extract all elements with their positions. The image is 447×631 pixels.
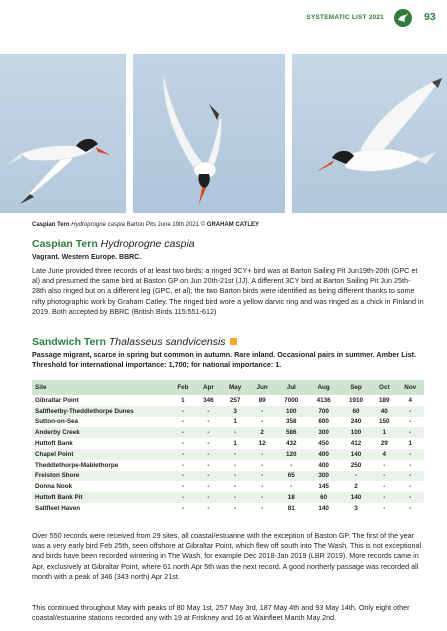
- count-cell: 346: [203, 396, 214, 404]
- table-row: [32, 438, 424, 449]
- count-cell: -: [170, 449, 196, 460]
- site-cell: Huttoft Bank Pit: [32, 492, 170, 503]
- site-cell: Donna Nook: [35, 483, 73, 491]
- count-cell: -: [170, 492, 196, 503]
- caption-detail: Barton Pits June 19th 2021 ©: [126, 222, 206, 228]
- count-cell: 3: [354, 504, 358, 512]
- count-cell: -: [221, 449, 249, 460]
- caption-credit: GRAHAM CATLEY: [206, 222, 259, 228]
- count-cell: -: [207, 440, 210, 448]
- table-header-row: [32, 380, 424, 395]
- count-cell: -: [340, 471, 372, 482]
- caspian-status: Vagrant. Western Europe. BBRC.: [32, 254, 142, 261]
- count-cell: 432: [286, 440, 297, 448]
- count-cell: -: [221, 492, 249, 503]
- count-cell: 40: [372, 406, 396, 417]
- table-row: [32, 427, 424, 438]
- count-cell: -: [181, 440, 184, 448]
- count-cell: -: [234, 504, 237, 512]
- count-cell: -: [196, 406, 221, 417]
- count-cell: -: [249, 406, 275, 417]
- count-cell: -: [234, 461, 237, 469]
- table-row: [32, 395, 424, 406]
- site-cell: Saltfleetby-Theddlethorpe Dunes: [32, 406, 170, 417]
- count-cell: -: [383, 504, 386, 512]
- caspian-account: Late June provided three records of at least two birds: a ringed 3CY+ bird was at Barton Sailing Pit Jun19th-20th (GPC et al) and presumed the same bird at Baston GP on Jun 20th-21st (JJ). A different 3CY bird at Barton Sailing Pit Jun 25th-28th also ringed but on a different leg (GPC, et al); the two Barton birds were identified as being different thanks to some nifty photographic work by Graham Catley. The ringed bird wore a yellow darvic ring and was ringed as a chick in Finland in 2019. Both accepted by BBRC (British Birds 115:551-612): [32, 266, 424, 316]
- site-cell: Freiston Shore: [32, 471, 170, 482]
- sandwich-account-1: Over 550 records were received from 29 sites, all coastal/estuarine with the exception of Baston GP. The first of the year was a very early bird Feb 25th, seen offshore at Gibraltar Point, which flew off south into The Wash. This is not exceptional and birds have been recorded wintering in The Wash, for example Dec 2018-Jan 2019 (LBR 2019). More records came in Apr, exclusively at Gibraltar Point, where 61 north Apr 5th was the next record. A good northerly passage was recorded all month with a peak of 346 (343 north) Apr 21st.: [32, 531, 422, 581]
- sandwich-tern-heading: [32, 336, 237, 348]
- table-row: [32, 471, 424, 482]
- column-header-site: Site: [32, 380, 170, 395]
- count-cell: 586: [275, 427, 307, 438]
- count-cell: 4136: [316, 396, 331, 404]
- count-cell: -: [249, 449, 275, 460]
- count-cell: 2: [354, 483, 358, 491]
- count-cell: -: [383, 483, 386, 491]
- count-cell: -: [396, 492, 424, 503]
- count-cell: -: [181, 483, 184, 491]
- count-cell: 140: [340, 492, 372, 503]
- site-cell: Chapel Point: [32, 449, 170, 460]
- caspian-status-text: Vagrant. Western Europe.: [32, 254, 118, 261]
- count-cell: 450: [318, 440, 329, 448]
- count-cell: 300: [307, 471, 339, 482]
- count-cell: -: [196, 449, 221, 460]
- count-cell: 3: [221, 406, 249, 417]
- count-cell: -: [207, 504, 210, 512]
- count-cell: -: [207, 418, 210, 426]
- sandwich-status: Passage migrant, scarce in spring but common in autumn. Rare inland. Occasional pairs in summer. Amber List. Threshold for international importance: 1,700; for national importance: 1.: [32, 350, 416, 370]
- caption-species: Caspian Tern: [32, 222, 70, 228]
- count-cell: 189: [379, 396, 390, 404]
- count-cell: -: [170, 406, 196, 417]
- page-number: 93: [424, 11, 436, 23]
- column-header-month: May: [221, 380, 249, 395]
- section-title: SYSTEMATIC LIST 2021: [306, 14, 384, 21]
- count-cell: 7000: [284, 396, 299, 404]
- count-cell: 150: [379, 418, 390, 426]
- count-cell: 81: [287, 504, 295, 512]
- count-cell: -: [234, 483, 237, 491]
- count-cell: 140: [318, 504, 329, 512]
- count-cell: 1: [372, 427, 396, 438]
- count-cell: 257: [229, 396, 241, 404]
- table-row: [32, 449, 424, 460]
- photo-tern-gliding: [0, 54, 126, 213]
- table-body: [32, 395, 424, 514]
- count-cell: -: [383, 461, 386, 469]
- count-cell: 412: [350, 440, 362, 448]
- count-cell: -: [249, 492, 275, 503]
- site-cell: Anderby Creek: [32, 427, 170, 438]
- count-cell: 145: [318, 483, 329, 491]
- count-cell: -: [409, 461, 412, 469]
- site-cell: Huttoft Bank: [35, 440, 73, 448]
- count-cell: -: [409, 504, 412, 512]
- count-cell: 1: [408, 440, 412, 448]
- column-header-month: Jul: [275, 380, 307, 395]
- count-cell: -: [261, 504, 264, 512]
- count-cell: -: [290, 461, 293, 469]
- table-row: [32, 460, 424, 471]
- count-cell: 100: [275, 406, 307, 417]
- count-cell: -: [221, 471, 249, 482]
- count-cell: 2: [249, 427, 275, 438]
- count-cell: -: [249, 471, 275, 482]
- count-cell: 60: [307, 492, 339, 503]
- caspian-tern-heading: [32, 238, 195, 250]
- count-cell: 400: [318, 461, 329, 469]
- count-cell: 1: [233, 440, 237, 448]
- count-cell: 120: [275, 449, 307, 460]
- column-header-month: Aug: [307, 380, 339, 395]
- table-row: [32, 406, 424, 417]
- site-cell: Saltfleet Haven: [35, 504, 81, 512]
- count-cell: -: [170, 471, 196, 482]
- count-cell: 12: [258, 440, 266, 448]
- count-cell: -: [196, 492, 221, 503]
- column-header-month: Nov: [396, 380, 424, 395]
- table-row: [32, 481, 424, 492]
- count-cell: 1: [181, 396, 185, 404]
- count-cell: -: [372, 492, 396, 503]
- table-row: [32, 417, 424, 428]
- count-cell: -: [261, 418, 264, 426]
- count-cell: 140: [340, 449, 372, 460]
- page-header: [0, 0, 447, 38]
- count-cell: 358: [286, 418, 297, 426]
- count-cell: -: [170, 427, 196, 438]
- count-cell: -: [207, 483, 210, 491]
- caspian-name: Caspian Tern: [32, 238, 98, 250]
- sandwich-name: Sandwich Tern: [32, 336, 106, 348]
- count-cell: -: [207, 461, 210, 469]
- site-cell: Theddlethorpe-Mablethorpe: [35, 461, 119, 469]
- count-cell: -: [181, 461, 184, 469]
- count-cell: 240: [350, 418, 362, 426]
- count-cell: -: [261, 461, 264, 469]
- count-cell: 65: [275, 471, 307, 482]
- monthly-counts-table: [32, 380, 424, 514]
- count-cell: 89: [258, 396, 266, 404]
- count-cell: -: [409, 418, 412, 426]
- count-cell: -: [261, 483, 264, 491]
- count-cell: 300: [307, 427, 339, 438]
- count-cell: 100: [340, 427, 372, 438]
- amber-list-icon: [230, 338, 237, 345]
- column-header-month: Sep: [340, 380, 372, 395]
- count-cell: -: [221, 427, 249, 438]
- sandwich-scientific: Thalasseus sandvicensis: [108, 336, 226, 348]
- column-header-month: Jun: [249, 380, 275, 395]
- count-cell: -: [181, 504, 184, 512]
- count-cell: 4: [372, 449, 396, 460]
- count-cell: 1910: [348, 396, 363, 404]
- count-cell: -: [181, 418, 184, 426]
- photo-caption: [32, 222, 259, 228]
- photo-tern-diving: [133, 54, 285, 213]
- count-cell: 60: [340, 406, 372, 417]
- count-cell: -: [290, 483, 293, 491]
- count-cell: -: [396, 471, 424, 482]
- count-cell: 29: [380, 440, 388, 448]
- count-cell: -: [372, 471, 396, 482]
- count-cell: -: [396, 449, 424, 460]
- caspian-scientific: Hydroprogne caspia: [100, 238, 195, 250]
- count-cell: -: [396, 427, 424, 438]
- caspian-status-code: BBRC: [119, 254, 140, 261]
- bird-logo-icon: [394, 9, 412, 27]
- count-cell: -: [196, 427, 221, 438]
- count-cell: 700: [307, 406, 339, 417]
- column-header-month: Feb: [170, 380, 196, 395]
- sandwich-account-2: This continued throughout May with peaks of 80 May 1st, 257 May 3rd, 187 May 4th and 93 May 14th. Only eight other coastal/estuarine stations recorded any with 19 at Friskney and 16 at Wainfleet Marsh May 2nd.: [32, 603, 410, 623]
- site-cell: Sutton-on-Sea: [35, 418, 79, 426]
- count-cell: 600: [318, 418, 329, 426]
- column-header-month: Oct: [372, 380, 396, 395]
- count-cell: 1: [233, 418, 237, 426]
- photo-tern-banking: [292, 54, 447, 213]
- caption-scientific: Hydroprogne caspia: [71, 222, 125, 228]
- count-cell: 18: [275, 492, 307, 503]
- site-cell: Gibraltar Point: [35, 396, 79, 404]
- table-row: [32, 503, 424, 514]
- count-cell: -: [396, 406, 424, 417]
- count-cell: -: [196, 471, 221, 482]
- count-cell: 250: [350, 461, 362, 469]
- count-cell: 400: [307, 449, 339, 460]
- count-cell: -: [409, 483, 412, 491]
- count-cell: 4: [408, 396, 412, 404]
- column-header-month: Apr: [196, 380, 221, 395]
- table-row: [32, 492, 424, 503]
